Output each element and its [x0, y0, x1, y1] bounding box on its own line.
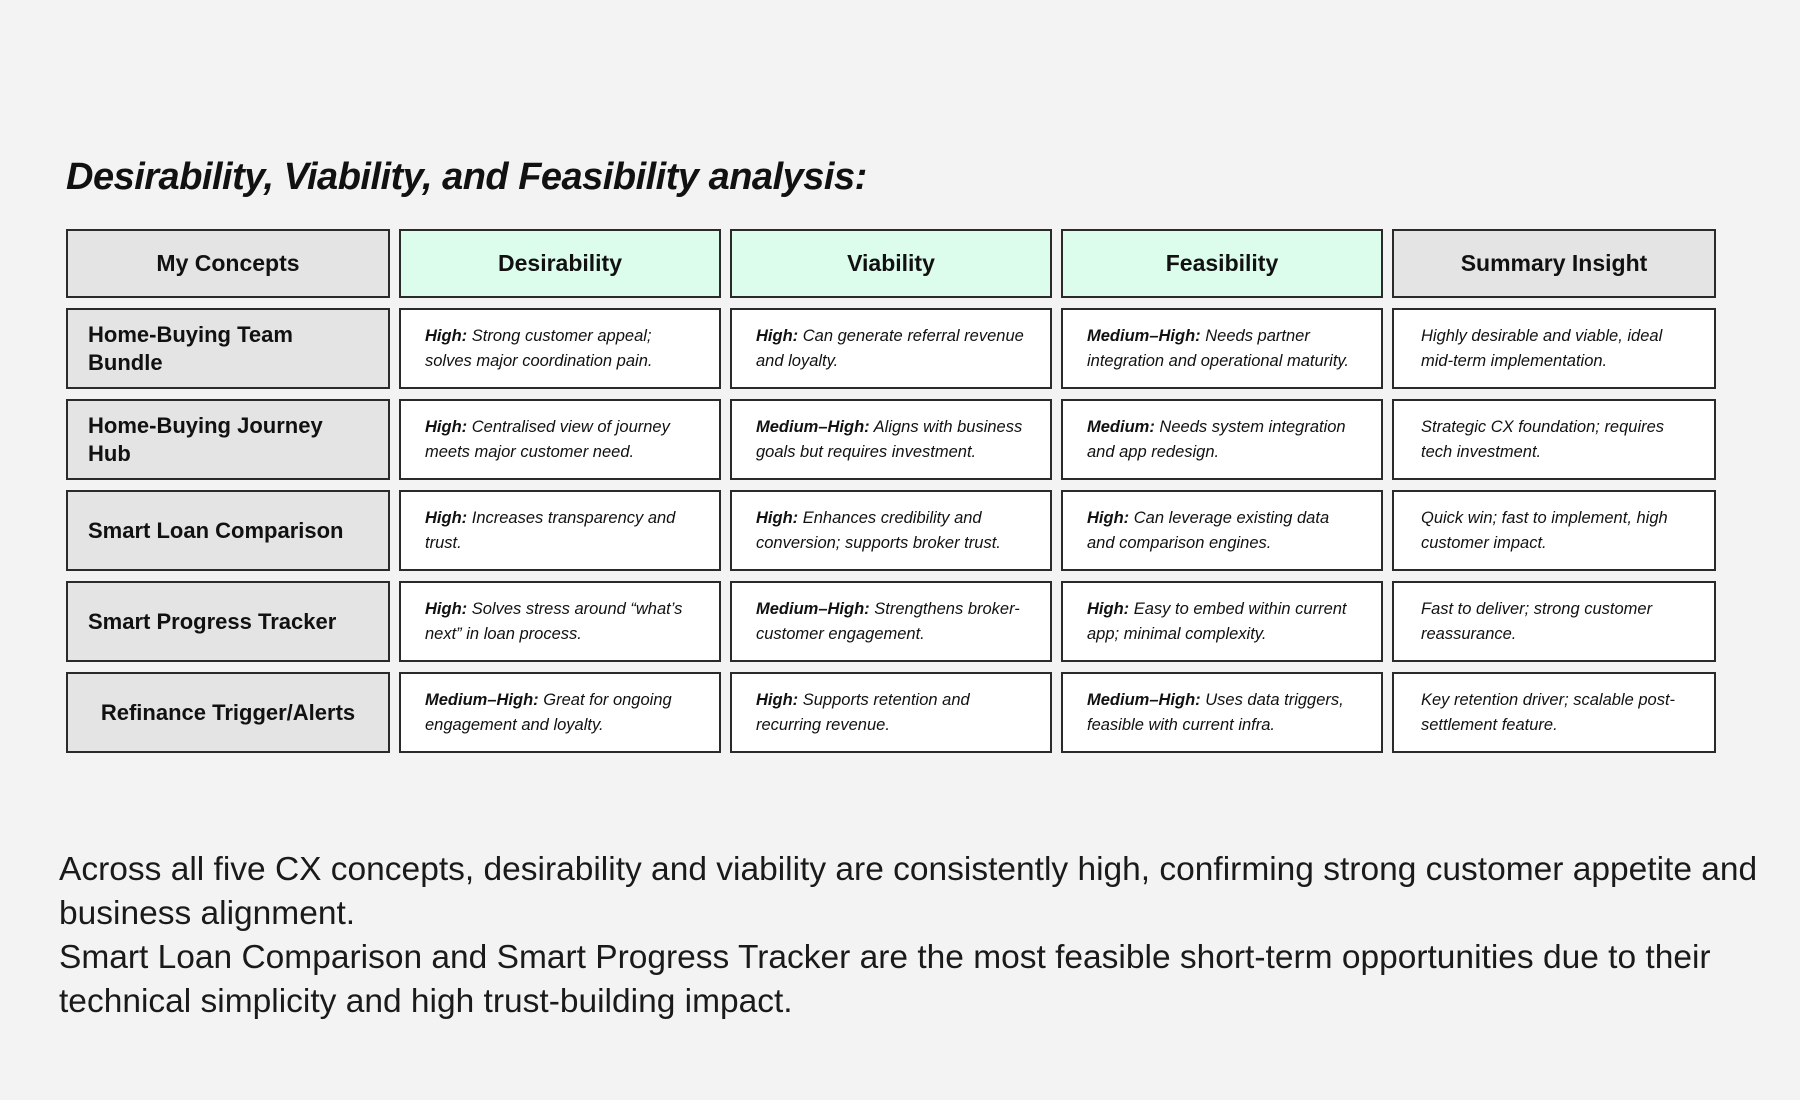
header-summary-insight: Summary Insight [1392, 229, 1716, 298]
summary-text: Highly desirable and viable, ideal mid-term implementation. [1421, 326, 1663, 370]
cell-text: Can leverage existing data and comparison engines. [1087, 508, 1330, 552]
summary-text: Quick win; fast to implement, high customer impact. [1421, 508, 1668, 552]
level-label: Medium: [1087, 417, 1155, 436]
level-label: High: [756, 508, 799, 527]
summary-cell [1392, 399, 1716, 480]
feasibility-cell [1061, 308, 1383, 389]
level-label: Medium–High: [756, 417, 870, 436]
cell-text: Increases transparency and trust. [425, 508, 676, 552]
level-label: Medium–High: [425, 690, 539, 709]
concept-smart-loan-comparison: Smart Loan Comparison [66, 490, 390, 571]
summary-cell [1392, 581, 1716, 662]
cell-text: Supports retention and recurring revenue. [756, 690, 970, 734]
summary-text: Strategic CX foundation; requires tech investment. [1421, 417, 1665, 461]
level-label: Medium–High: [756, 599, 870, 618]
desirability-cell [399, 490, 721, 571]
summary-cell [1392, 490, 1716, 571]
dvf-analysis-table [66, 229, 1717, 753]
header-viability: Viability [730, 229, 1052, 298]
level-label: High: [1087, 599, 1130, 618]
desirability-cell [399, 308, 721, 389]
header-desirability: Desirability [399, 229, 721, 298]
level-label: High: [425, 326, 468, 345]
viability-cell [730, 672, 1052, 753]
conclusion-paragraph: Across all five CX concepts, desirability and viability are consistently high, confirming strong customer appetite and business alignment. [59, 851, 1758, 932]
conclusion-text [59, 848, 1759, 1024]
level-label: High: [425, 599, 468, 618]
desirability-cell [399, 399, 721, 480]
cell-text: Needs partner integration and operational maturity. [1087, 326, 1350, 370]
concept-home-buying-team-bundle: Home-Buying Team Bundle [66, 308, 390, 389]
header-feasibility: Feasibility [1061, 229, 1383, 298]
cell-text: Needs system integration and app redesign. [1087, 417, 1346, 461]
cell-text: Enhances credibility and conversion; supports broker trust. [756, 508, 1001, 552]
cell-text: Strengthens broker-customer engagement. [756, 599, 1020, 643]
cell-text: Centralised view of journey meets major customer need. [425, 417, 670, 461]
feasibility-cell [1061, 581, 1383, 662]
cell-text: Uses data triggers, feasible with current infra. [1087, 690, 1344, 734]
feasibility-cell [1061, 672, 1383, 753]
summary-cell [1392, 672, 1716, 753]
cell-text: Strong customer appeal; solves major coordination pain. [425, 326, 653, 370]
summary-text: Fast to deliver; strong customer reassurance. [1421, 599, 1653, 643]
level-label: High: [425, 417, 468, 436]
cell-text: Solves stress around “what’s next” in loan process. [425, 599, 683, 643]
level-label: Medium–High: [1087, 690, 1201, 709]
level-label: High: [756, 690, 799, 709]
cell-text: Can generate referral revenue and loyalty. [756, 326, 1024, 370]
cell-text: Great for ongoing engagement and loyalty. [425, 690, 672, 734]
concept-smart-progress-tracker: Smart Progress Tracker [66, 581, 390, 662]
viability-cell [730, 308, 1052, 389]
level-label: High: [756, 326, 799, 345]
desirability-cell [399, 672, 721, 753]
summary-text: Key retention driver; scalable post-settlement feature. [1421, 690, 1676, 734]
desirability-cell [399, 581, 721, 662]
viability-cell [730, 490, 1052, 571]
level-label: Medium–High: [1087, 326, 1201, 345]
viability-cell [730, 581, 1052, 662]
level-label: High: [425, 508, 468, 527]
cell-text: Aligns with business goals but requires investment. [756, 417, 1023, 461]
summary-cell [1392, 308, 1716, 389]
feasibility-cell [1061, 490, 1383, 571]
conclusion-paragraph: Smart Loan Comparison and Smart Progress Tracker are the most feasible short-term opportunities due to their technical simplicity and high trust-building impact. [59, 939, 1711, 1020]
header-my-concepts: My Concepts [66, 229, 390, 298]
viability-cell [730, 399, 1052, 480]
concept-home-buying-journey-hub: Home-Buying Journey Hub [66, 399, 390, 480]
page-title: Desirability, Viability, and Feasibility analysis: [66, 156, 867, 198]
cell-text: Easy to embed within current app; minimal complexity. [1087, 599, 1347, 643]
concept-refinance-trigger-alerts: Refinance Trigger/Alerts [66, 672, 390, 753]
feasibility-cell [1061, 399, 1383, 480]
level-label: High: [1087, 508, 1130, 527]
